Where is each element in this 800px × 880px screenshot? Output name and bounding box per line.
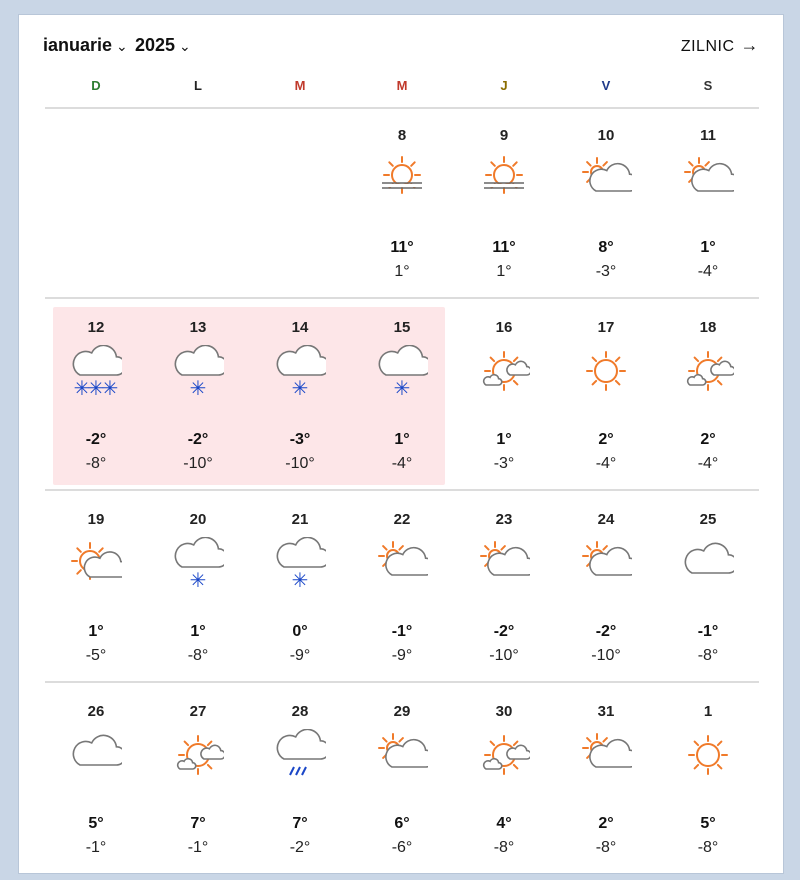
partly-cloudy-icon [682, 153, 734, 205]
day-cell[interactable] [453, 683, 555, 873]
day-cell[interactable] [45, 299, 147, 489]
svg-text:✳: ✳ [189, 376, 207, 397]
max-temp: -1° [391, 623, 413, 640]
day-number: 20 [189, 511, 207, 528]
weekday-label: M [294, 78, 306, 93]
max-temp: -2° [493, 623, 515, 640]
sun-small-clouds-icon [478, 729, 530, 781]
max-temp: 1° [190, 623, 206, 640]
sun-behind-cloud-icon [70, 537, 122, 589]
day-number: 17 [597, 319, 615, 336]
day-number: 25 [699, 511, 717, 528]
day-cell[interactable] [249, 491, 351, 681]
day-number: 18 [699, 319, 717, 336]
month-dropdown[interactable] [43, 35, 128, 56]
day-cell[interactable] [351, 491, 453, 681]
cloud-snow-icon [172, 345, 224, 397]
max-temp: -2° [595, 623, 617, 640]
min-temp: -4° [595, 455, 617, 472]
day-number: 23 [495, 511, 513, 528]
min-temp: -10° [591, 647, 621, 664]
sun-icon [682, 729, 734, 781]
weekday-label: J [500, 78, 508, 93]
max-temp: 11° [492, 239, 516, 256]
svg-text:✳: ✳ [101, 376, 119, 397]
weekday-label: S [703, 78, 713, 93]
svg-text:✳: ✳ [291, 568, 309, 589]
cloud-heavy-snow-icon [70, 345, 122, 397]
cloud-snow-icon [274, 537, 326, 589]
cloud-snow-icon [274, 345, 326, 397]
cloud-rain-icon [274, 729, 326, 781]
day-number: 31 [597, 703, 615, 720]
day-number: 19 [87, 511, 105, 528]
max-temp: 4° [496, 815, 512, 832]
day-cell[interactable] [555, 107, 657, 297]
cloud-icon [682, 537, 734, 589]
day-cell[interactable] [657, 107, 759, 297]
day-cell[interactable] [555, 299, 657, 489]
day-number: 15 [393, 319, 411, 336]
day-cell[interactable] [453, 491, 555, 681]
day-number: 8 [397, 127, 407, 144]
empty-day-cell [249, 107, 351, 297]
min-temp: -1° [85, 839, 107, 856]
svg-text:✳: ✳ [393, 376, 411, 397]
empty-day-cell [45, 107, 147, 297]
partly-cloudy-icon [580, 729, 632, 781]
chevron-down-icon: ⌄ [179, 38, 191, 54]
day-number: 11 [700, 127, 716, 144]
max-temp: 5° [700, 815, 716, 832]
weekday-label: D [91, 78, 101, 93]
cloud-snow-icon [376, 345, 428, 397]
max-temp: -2° [85, 431, 107, 448]
day-number: 14 [291, 319, 309, 336]
empty-day-cell [147, 107, 249, 297]
min-temp: -6° [391, 839, 413, 856]
max-temp: 7° [292, 815, 308, 832]
daily-link-label: ZILNIC [680, 38, 735, 55]
day-number: 12 [87, 319, 105, 336]
svg-text:✳: ✳ [87, 376, 105, 397]
day-cell[interactable] [453, 299, 555, 489]
max-temp: -1° [697, 623, 719, 640]
day-cell[interactable] [45, 683, 147, 873]
day-number: 26 [87, 703, 105, 720]
max-temp: 2° [598, 815, 614, 832]
day-cell[interactable] [555, 683, 657, 873]
sun-small-clouds-icon [478, 345, 530, 397]
day-cell[interactable] [147, 491, 249, 681]
max-temp: 2° [700, 431, 716, 448]
cloud-snow-icon [172, 537, 224, 589]
svg-text:✳: ✳ [73, 376, 91, 397]
min-temp: -4° [697, 455, 719, 472]
day-number: 29 [393, 703, 411, 720]
min-temp: -4° [391, 455, 413, 472]
day-cell[interactable] [351, 683, 453, 873]
min-temp: -5° [85, 647, 107, 664]
min-temp: -1° [187, 839, 209, 856]
day-number: 1 [703, 703, 713, 720]
month-label: ianuarie [43, 35, 113, 55]
min-temp: -8° [85, 455, 107, 472]
min-temp: -8° [493, 839, 515, 856]
max-temp: -3° [289, 431, 311, 448]
weekday-label: M [396, 78, 408, 93]
max-temp: 5° [88, 815, 104, 832]
day-cell[interactable] [657, 299, 759, 489]
arrow-right-icon: → [740, 35, 759, 55]
day-number: 24 [597, 511, 615, 528]
max-temp: 8° [598, 239, 614, 256]
calendar-header [43, 31, 759, 61]
sun-small-clouds-icon [172, 729, 224, 781]
max-temp: 1° [700, 239, 716, 256]
day-cell[interactable] [45, 491, 147, 681]
max-temp: 7° [190, 815, 206, 832]
day-cell[interactable] [657, 491, 759, 681]
min-temp: -8° [595, 839, 617, 856]
cloud-icon [70, 729, 122, 781]
min-temp: -4° [697, 263, 719, 280]
min-temp: 1° [394, 263, 410, 280]
day-cell[interactable] [249, 683, 351, 873]
min-temp: -3° [493, 455, 515, 472]
chevron-down-icon: ⌄ [116, 38, 128, 54]
max-temp: 0° [292, 623, 308, 640]
day-number: 16 [495, 319, 513, 336]
day-number: 21 [291, 511, 309, 528]
weekday-header-row [45, 71, 759, 101]
day-number: 28 [291, 703, 309, 720]
max-temp: 1° [496, 431, 512, 448]
day-cell[interactable] [555, 491, 657, 681]
max-temp: 2° [598, 431, 614, 448]
min-temp: -10° [489, 647, 519, 664]
sun-fog-icon [478, 153, 530, 205]
day-cell[interactable] [657, 683, 759, 873]
partly-cloudy-icon [580, 153, 632, 205]
max-temp: 1° [88, 623, 104, 640]
day-number: 13 [189, 319, 207, 336]
year-dropdown[interactable] [135, 35, 191, 56]
partly-cloudy-icon [376, 537, 428, 589]
partly-cloudy-icon [580, 537, 632, 589]
year-label: 2025 [135, 35, 176, 55]
svg-text:✳: ✳ [189, 568, 207, 589]
min-temp: -10° [285, 455, 315, 472]
max-temp: 11° [390, 239, 414, 256]
min-temp: -9° [391, 647, 413, 664]
partly-cloudy-icon [478, 537, 530, 589]
max-temp: 1° [394, 431, 410, 448]
min-temp: -8° [187, 647, 209, 664]
day-cell[interactable] [147, 683, 249, 873]
min-temp: -8° [697, 647, 719, 664]
daily-view-link[interactable] [681, 35, 759, 56]
calendar-grid [45, 107, 759, 873]
week-row [45, 107, 759, 297]
day-cell[interactable] [249, 299, 351, 489]
day-cell[interactable] [147, 299, 249, 489]
week-row [45, 299, 759, 489]
min-temp: 1° [496, 263, 512, 280]
day-cell[interactable] [351, 299, 453, 489]
min-temp: -8° [697, 839, 719, 856]
week-row [45, 683, 759, 873]
day-number: 22 [393, 511, 411, 528]
min-temp: -9° [289, 647, 311, 664]
week-row [45, 491, 759, 681]
min-temp: -3° [595, 263, 617, 280]
min-temp: -2° [289, 839, 311, 856]
svg-text:✳: ✳ [291, 376, 309, 397]
max-temp: 6° [394, 815, 410, 832]
weekday-label: L [194, 78, 202, 93]
day-number: 27 [189, 703, 207, 720]
calendar-panel [18, 14, 784, 874]
sun-fog-icon [376, 153, 428, 205]
max-temp: -2° [187, 431, 209, 448]
sun-small-clouds-icon [682, 345, 734, 397]
min-temp: -10° [183, 455, 213, 472]
day-number: 10 [597, 127, 615, 144]
day-number: 9 [499, 127, 509, 144]
day-cell[interactable] [453, 107, 555, 297]
day-number: 30 [495, 703, 513, 720]
sun-icon [580, 345, 632, 397]
day-cell[interactable] [351, 107, 453, 297]
partly-cloudy-icon [376, 729, 428, 781]
weekday-label: V [601, 78, 611, 93]
